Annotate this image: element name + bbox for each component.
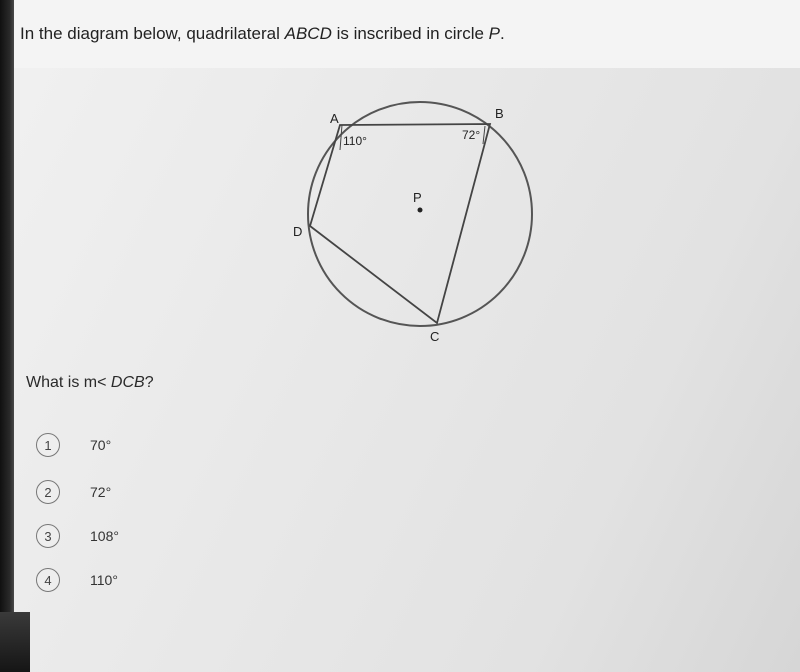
choice-1[interactable] bbox=[36, 432, 111, 458]
angle-a-label: 110° bbox=[343, 134, 367, 148]
choice-2-label[interactable]: 72° bbox=[90, 484, 112, 500]
center-point bbox=[418, 208, 423, 213]
choice-3-number[interactable]: 3 bbox=[36, 524, 60, 548]
choice-3-label[interactable]: 108° bbox=[90, 528, 119, 544]
vertex-label-a: A bbox=[330, 111, 339, 126]
quad-name: ABCD bbox=[284, 24, 332, 43]
question-prefix: In the diagram below, quadrilateral bbox=[20, 24, 285, 43]
circle-name: P bbox=[488, 24, 501, 43]
center-label-p: P bbox=[413, 190, 422, 205]
choice-2[interactable] bbox=[36, 479, 111, 505]
prompt-text bbox=[26, 374, 154, 392]
choice-3[interactable] bbox=[36, 523, 119, 549]
choice-4-label[interactable]: 110° bbox=[90, 572, 118, 588]
quadrilateral-abcd bbox=[310, 124, 490, 323]
angle-a-marker bbox=[340, 125, 342, 150]
choice-4-number[interactable]: 4 bbox=[36, 568, 60, 592]
choice-1-label[interactable]: 70° bbox=[90, 437, 112, 453]
question-middle: is inscribed in circle bbox=[331, 24, 489, 43]
angle-b-label: 72° bbox=[462, 128, 481, 142]
choice-2-number[interactable]: 2 bbox=[36, 480, 60, 504]
choice-1-number[interactable]: 1 bbox=[36, 433, 60, 457]
vertex-label-c: C bbox=[430, 329, 440, 344]
vertex-label-d: D bbox=[293, 224, 303, 239]
vertex-label-b: B bbox=[495, 106, 504, 121]
prompt-prefix: What is m< bbox=[26, 374, 111, 391]
prompt-suffix: ? bbox=[144, 374, 154, 391]
question-suffix: . bbox=[500, 24, 505, 43]
choice-4[interactable] bbox=[36, 567, 118, 593]
prompt-angle: DCB bbox=[110, 374, 145, 391]
